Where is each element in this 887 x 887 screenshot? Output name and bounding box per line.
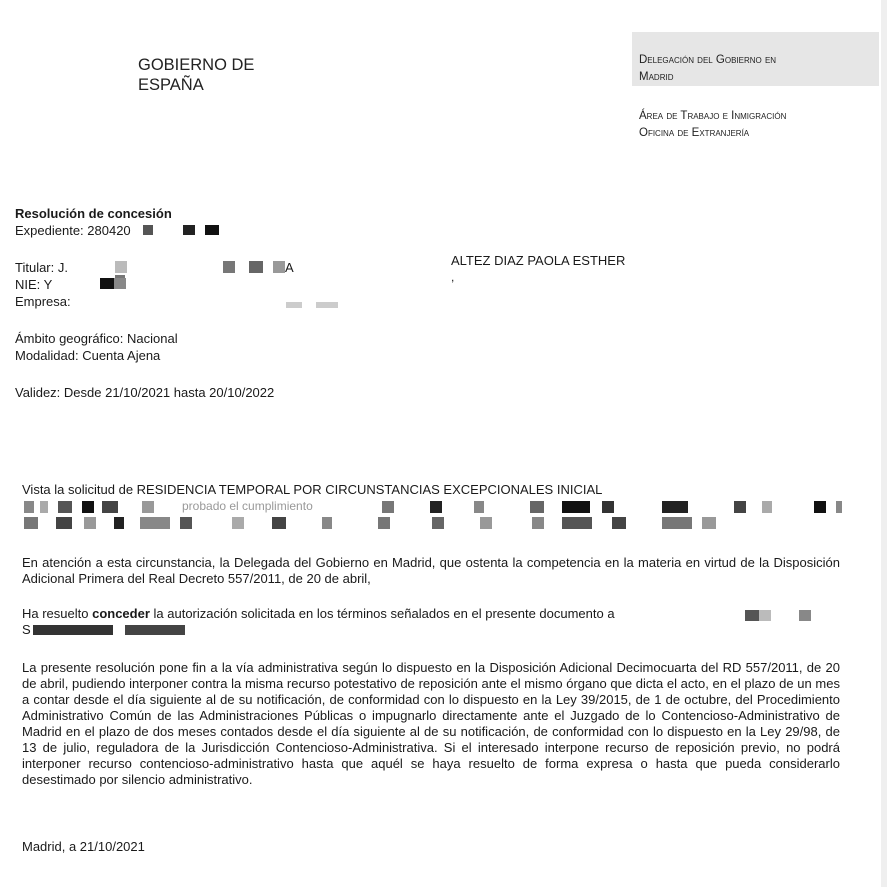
delegacion-heading [639,52,776,86]
resuelto-paragraph [22,606,742,622]
resuelto-prefix: Ha resuelto [22,606,93,621]
resuelto-bold: conceder [92,606,150,621]
area-heading [639,108,786,142]
expediente-line [15,222,131,239]
titular-label: Titular: J. [15,260,68,275]
resuelto-line-2: S [22,622,31,637]
nie-label: NIE: Y [15,277,53,292]
resolution-title: Resolución de concesión [15,206,172,221]
nie-line [15,276,52,293]
firma-line: Madrid, a 21/10/2021 [22,839,145,854]
vista-paragraph [22,482,840,498]
recurso-paragraph: La presente resolución pone fin a la vía administrativa según lo dispuesto en la Disposición Adicional Decimocuarta del RD 557/2011, de 20 de abril, pudiendo interponer contra la misma recurso potestativo de reposición ante el mismo órgano que dicta el acto, en el plazo de un mes a contar desde el día siguiente al de su notificación, de conformidad con lo dispuesto en la Ley 39/2015, de 1 de octubre, del Procedimiento Administrativo Común de las Administraciones Públicas o impugnarlo directamente ante el Juzgado de lo Contencioso-Administrativo de Madrid en el plazo de dos meses contados desde el día siguiente al de su notificación, de conformidad con lo dispuesto en la Ley 29/98, de 13 de julio, reguladora de la Jurisdicción Contencioso-Administrativa. Si el interesado interpone recurso de reposición previo, no podrá interponer recurso contencioso-administrativo hasta que aquél se haya resuelto de forma expresa o hasta que pueda considerarlo desestimado por silencio administrativo. [22,660,840,787]
titular-line [15,259,68,276]
gobierno-logo-text [138,55,254,95]
validez-line: Validez: Desde 21/10/2021 hasta 20/10/2022 [15,385,275,400]
modalidad-line: Modalidad: Cuenta Ajena [15,348,161,363]
gobierno-line-2: ESPAÑA [138,76,204,94]
vista-line-2-fragment: probado el cumplimiento [182,499,313,513]
resuelto-suffix: la autorización solicitada en los términos señalados en el presente documento a [149,606,615,621]
empresa-label: Empresa: [15,294,71,309]
titular-tail: A [285,260,294,275]
page-edge [881,0,887,887]
area-line-1: Área de Trabajo e Inmigración [639,110,787,122]
expediente-label: Expediente: 280420 [15,223,131,238]
delegacion-line-1: Delegación del Gobierno en [639,54,777,66]
vista-line-1: Vista la solicitud de RESIDENCIA TEMPORAL POR CIRCUNSTANCIAS EXCEPCIONALES INICIAL [22,482,603,497]
empresa-line [15,293,71,310]
area-line-2: Oficina de Extranjería [639,127,750,139]
atencion-paragraph: En atención a esta circunstancia, la Delegada del Gobierno en Madrid, que ostenta la competencia en la materia en virtud de la Disposición Adicional Primera del Real Decreto 557/2011, de 20 de abril, [22,555,840,586]
gobierno-line-1: GOBIERNO DE [138,56,255,74]
titular-name: ALTEZ DIAZ PAOLA ESTHER [451,253,626,268]
delegacion-line-2: Madrid [639,71,674,83]
titular-comma: , [451,270,455,284]
ambito-line: Ámbito geográfico: Nacional [15,331,178,346]
